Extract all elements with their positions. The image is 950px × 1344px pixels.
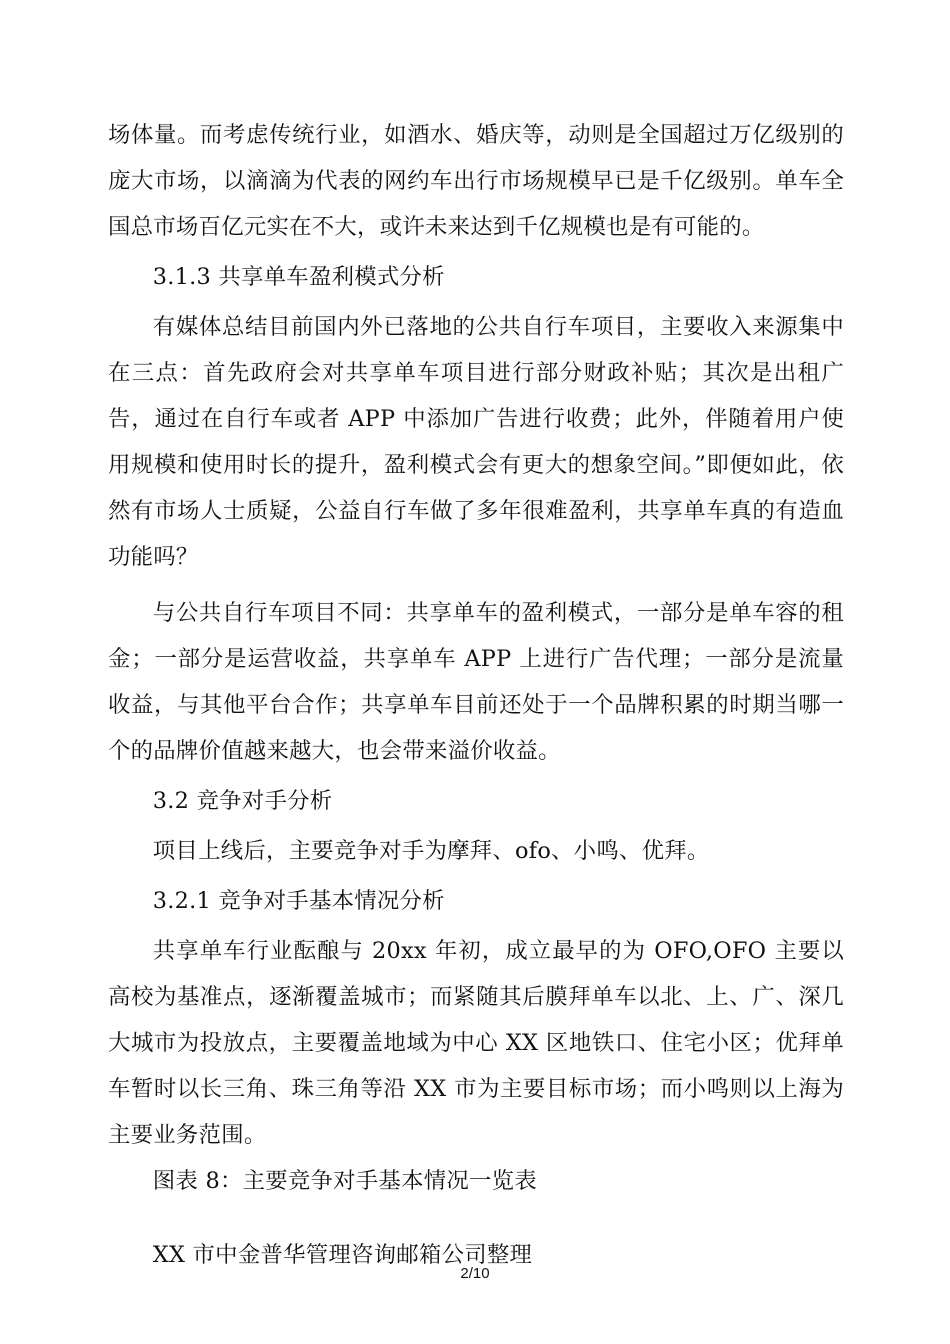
section-heading-3-2: 3.2 竞争对手分析 bbox=[152, 788, 333, 814]
page-number: 2/10 bbox=[460, 1265, 490, 1282]
figure-caption: 图表 8：主要竞争对手基本情况一览表 bbox=[152, 1168, 537, 1194]
paragraph-profit-model: 与公共自行车项目不同：共享单车的盈利模式，一部分是单车容的租金；一部分是运营收益，共享单车 APP 上进行广告代理；一部分是流量收益，与其他平台合作；共享单车目前还处于一个品牌积累的时期当哪一个的品牌价值越来越大，也会带来溢价收益。 bbox=[108, 600, 844, 764]
section-heading-3-2-1: 3.2.1 竞争对手基本情况分析 bbox=[152, 888, 445, 914]
paragraph-competitors: 项目上线后，主要竞争对手为摩拜、ofo、小鸣、优拜。 bbox=[152, 838, 710, 864]
source-note: XX 市中金普华管理咨询邮箱公司整理 bbox=[152, 1242, 533, 1268]
paragraph-profit-sources: 有媒体总结目前国内外已落地的公共自行车项目，主要收入来源集中在三点：首先政府会对共享单车项目进行部分财政补贴；其次是出租广告，通过在自行车或者 APP 中添加广告进行收费；此外，伴随着用户使用规模和使用时长的提升，盈利模式会有更大的想象空间。”即便如此，依然有市场人士质疑，公益自行车做了多年很难盈利，共享单车真的有造血功能吗？ bbox=[108, 314, 844, 570]
document-body bbox=[108, 112, 844, 1278]
paragraph-competitor-overview: 共享单车行业酝酿与 20xx 年初，成立最早的为 OFO,OFO 主要以高校为基准点，逐渐覆盖城市；而紧随其后膜拜单车以北、上、广、深几大城市为投放点，主要覆盖地域为中心 XX 区地铁口、住宅小区；优拜单车暂时以长三角、珠三角等沿 XX 市为主要目标市场；而小鸣则以上海为主要业务范围。 bbox=[108, 938, 844, 1148]
section-heading-3-1-3: 3.1.3 共享单车盈利模式分析 bbox=[152, 264, 445, 290]
paragraph-market-scale: 场体量。而考虑传统行业，如酒水、婚庆等，动则是全国超过万亿级别的庞大市场，以滴滴为代表的网约车出行市场规模早已是千亿级别。单车全国总市场百亿元实在不大，或许未来达到千亿规模也是有可能的。 bbox=[108, 122, 844, 240]
